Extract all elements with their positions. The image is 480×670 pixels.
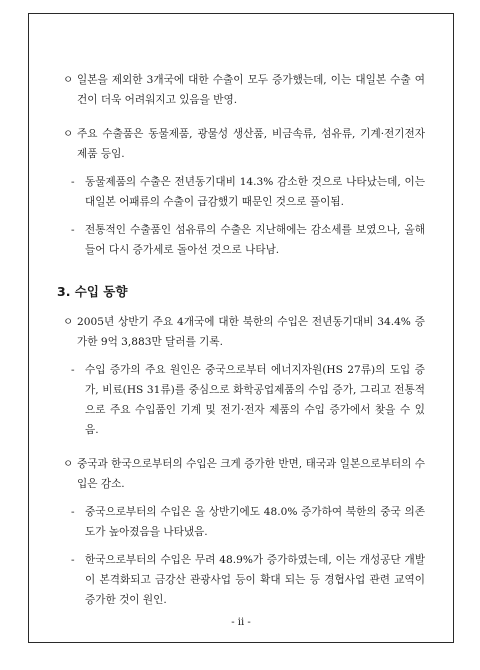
bullet-paragraph	[63, 312, 425, 352]
paragraph-text: 중국으로부터의 수입은 올 상반기에도 48.0% 증가하여 북한의 중국 의존도가 높아졌음을 나타냈음.	[85, 506, 425, 538]
bullet-paragraph	[63, 454, 425, 494]
sub-bullet-paragraph	[63, 360, 425, 440]
paragraph-text: 일본을 제외한 3개국에 대한 수출이 모두 증가했는데, 이는 대일본 수출 여건이 더욱 어려워지고 있음을 반영.	[77, 74, 425, 106]
dash-bullet-icon: -	[71, 224, 75, 236]
circle-bullet-icon: ㅇ	[63, 316, 74, 328]
circle-bullet-icon: ㅇ	[63, 74, 74, 86]
paragraph-text: 전통적인 수출품인 섬유류의 수출은 지난해에는 감소세를 보였으나, 올해 들어 다시 증가세로 돌아선 것으로 나타남.	[85, 224, 425, 256]
sub-bullet-paragraph	[63, 550, 425, 610]
section-heading: 3. 수입 동향	[57, 284, 128, 299]
dash-bullet-icon: -	[71, 554, 75, 566]
paragraph-text: 2005년 상반기 주요 4개국에 대한 북한의 수입은 전년동기대비 34.4% 증가한 9억 3,883만 달러를 기록.	[77, 316, 425, 348]
sub-bullet-paragraph	[63, 220, 425, 260]
sub-bullet-paragraph	[63, 172, 425, 212]
paragraph-text: 수입 증가의 주요 원인은 중국으로부터 에너지자원(HS 27류)의 도입 증가, 비료(HS 31류)를 중심으로 화학공업제품의 수입 증가, 그리고 전통적으로 주요 수입품인 기계 및 전기·전자 제품의 수입 증가에서 찾을 수 있음.	[85, 364, 425, 436]
dash-bullet-icon: -	[71, 506, 75, 518]
dash-bullet-icon: -	[71, 364, 75, 376]
circle-bullet-icon: ㅇ	[63, 128, 74, 140]
paragraph-text: 주요 수출품은 동물제품, 광물성 생산품, 비금속류, 섬유류, 기계·전기전자 제품 등임.	[77, 128, 425, 160]
bullet-paragraph	[63, 124, 425, 164]
sub-bullet-paragraph	[63, 502, 425, 542]
paragraph-text: 동물제품의 수출은 전년동기대비 14.3% 감소한 것으로 나타났는데, 이는 대일본 어패류의 수출이 급감했기 때문인 것으로 풀이됨.	[85, 176, 425, 208]
bullet-paragraph	[63, 70, 425, 110]
circle-bullet-icon: ㅇ	[63, 458, 74, 470]
page-number: - ii -	[231, 617, 251, 628]
paragraph-text: 한국으로부터의 수입은 무려 48.9%가 증가하였는데, 이는 개성공단 개발이 본격화되고 금강산 관광사업 등이 확대 되는 등 경협사업 관련 교역이 증가한 것이 원인.	[85, 554, 425, 606]
paragraph-text: 중국과 한국으로부터의 수입은 크게 증가한 반면, 태국과 일본으로부터의 수입은 감소.	[77, 458, 425, 490]
page-content	[29, 14, 453, 642]
document-page	[28, 13, 454, 643]
dash-bullet-icon: -	[71, 176, 75, 188]
